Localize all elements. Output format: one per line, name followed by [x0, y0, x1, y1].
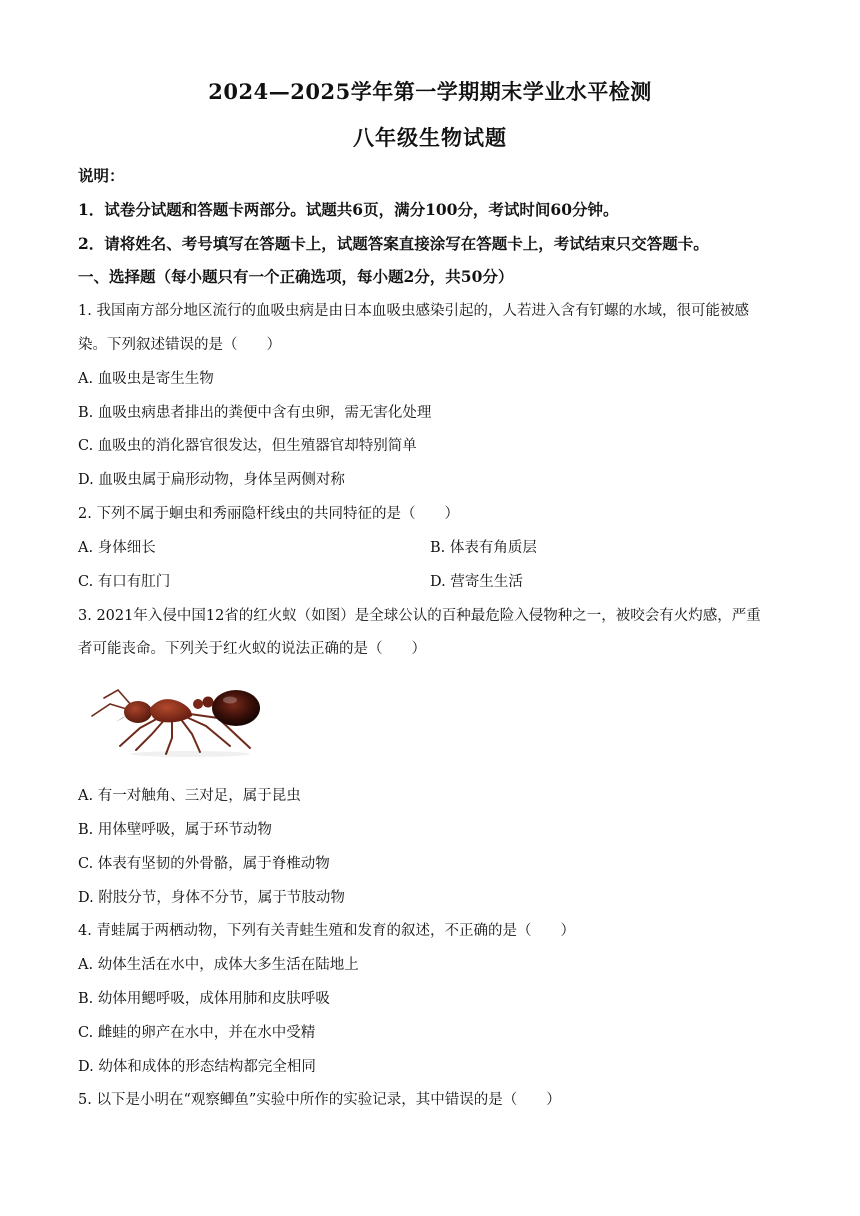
question-5-stem: 5. 以下是小明在“观察鲫鱼”实验中所作的实验记录，其中错误的是（ ） [78, 1092, 561, 1108]
question-2-option-a: A. 身体细长 [78, 540, 156, 556]
ant-image [80, 668, 280, 760]
question-1-stem-line-1: 1. 我国南方部分地区流行的血吸虫病是由日本血吸虫感染引起的，人若进入含有钉螺的水域，很可能被感 [78, 303, 749, 319]
question-2-option-d: D. 营寄生生活 [430, 574, 523, 590]
question-3-option-a: A. 有一对触角、三对足，属于昆虫 [78, 788, 301, 804]
question-1-stem-line-2: 染。下列叙述错误的是（ ） [78, 337, 281, 353]
question-2-option-b: B. 体表有角质层 [430, 540, 537, 556]
question-2-option-c: C. 有口有肛门 [78, 574, 171, 590]
question-1-option-a: A. 血吸虫是寄生生物 [78, 371, 214, 387]
instruction-item-1: 1．试卷分试题和答题卡两部分。试题共6页，满分100分，考试时间60分钟。 [78, 200, 619, 219]
question-1-option-b: B. 血吸虫病患者排出的粪便中含有虫卵，需无害化处理 [78, 405, 432, 421]
question-4-option-c: C. 雌蛙的卵产在水中，并在水中受精 [78, 1025, 316, 1041]
question-4-option-a: A. 幼体生活在水中，成体大多生活在陆地上 [78, 957, 359, 973]
question-3-option-d: D. 附肢分节，身体不分节，属于节肢动物 [78, 890, 345, 906]
section-heading: 一、选择题（每小题只有一个正确选项，每小题2分，共50分） [78, 267, 514, 286]
question-2-stem: 2. 下列不属于蛔虫和秀丽隐杆线虫的共同特征的是（ ） [78, 506, 459, 522]
question-1-option-c: C. 血吸虫的消化器官很发达，但生殖器官却特别简单 [78, 438, 417, 454]
question-4-stem: 4. 青蛙属于两栖动物，下列有关青蛙生殖和发育的叙述，不正确的是（ ） [78, 923, 575, 939]
exam-title: 2024—2025学年第一学期期末学业水平检测 [208, 79, 652, 104]
question-3-stem-line-1: 3. 2021年入侵中国12省的红火蚁（如图）是全球公认的百种最危险入侵物种之一，被咬会有火灼感，严重 [78, 608, 761, 624]
question-3-option-c: C. 体表有坚韧的外骨骼，属于脊椎动物 [78, 856, 330, 872]
instructions-heading: 说明： [78, 166, 125, 185]
question-4-option-d: D. 幼体和成体的形态结构都完全相同 [78, 1059, 316, 1075]
instruction-item-2: 2．请将姓名、考号填写在答题卡上，试题答案直接涂写在答题卡上，考试结束只交答题卡。 [78, 234, 709, 253]
question-3-option-b: B. 用体壁呼吸，属于环节动物 [78, 822, 272, 838]
exam-subtitle: 八年级生物试题 [353, 125, 507, 150]
question-3-stem-line-2: 者可能丧命。下列关于红火蚁的说法正确的是（ ） [78, 641, 426, 657]
question-1-option-d: D. 血吸虫属于扁形动物，身体呈两侧对称 [78, 472, 345, 488]
question-4-option-b: B. 幼体用鳃呼吸，成体用肺和皮肤呼吸 [78, 991, 330, 1007]
